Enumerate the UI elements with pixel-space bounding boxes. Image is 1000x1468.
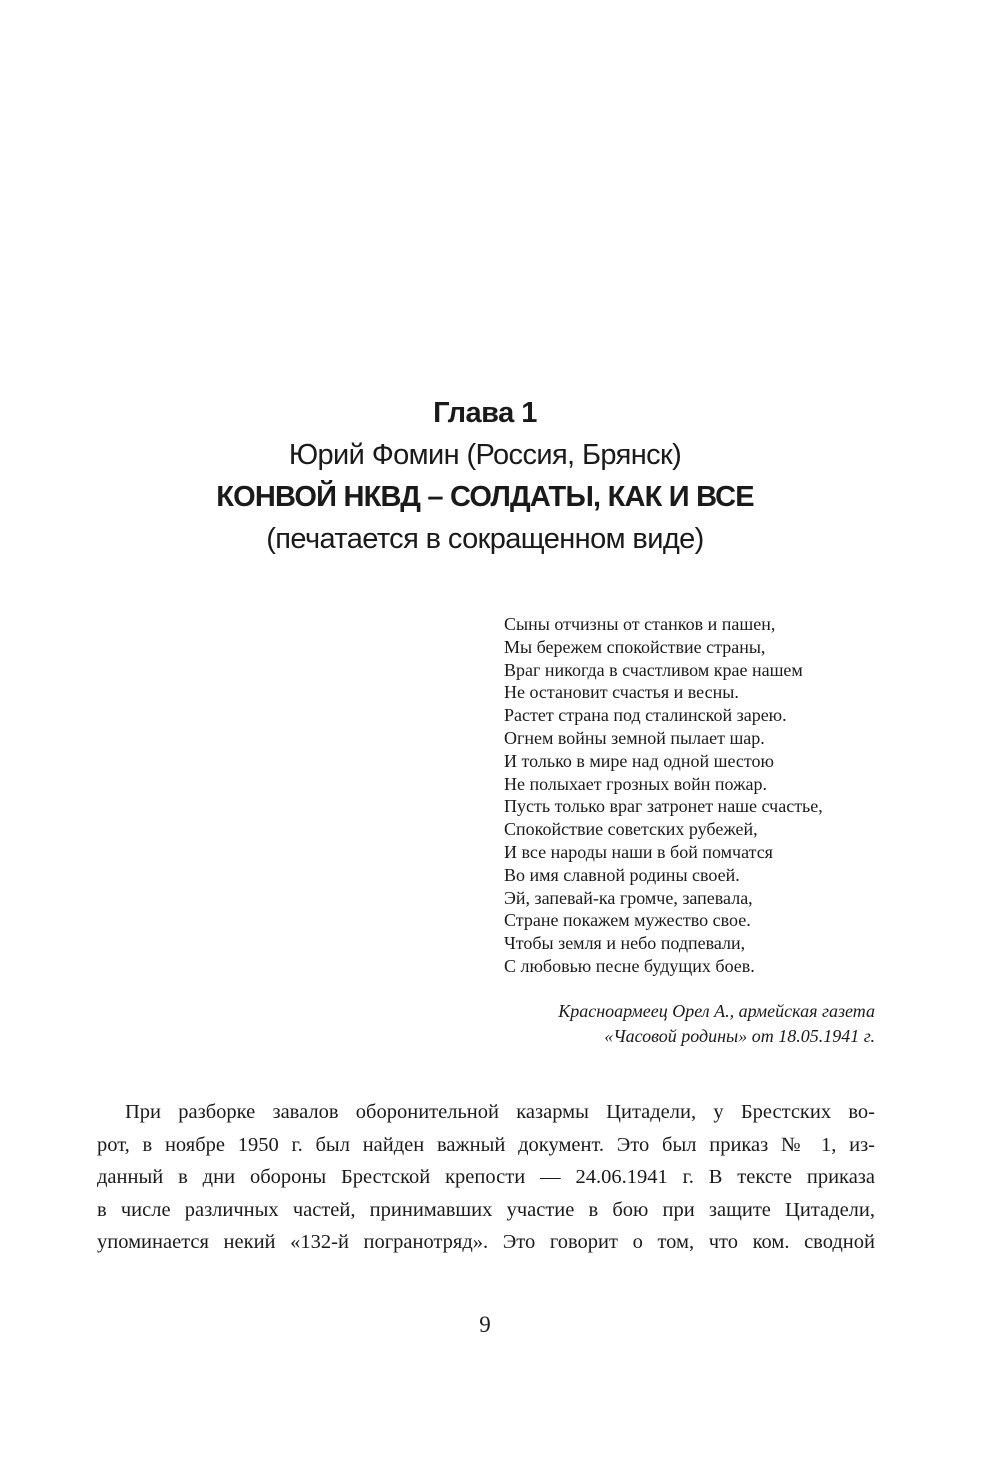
poem-line: Растет страна под сталинской зарею. — [504, 705, 787, 726]
poem-line: Во имя славной родины своей. — [504, 864, 740, 885]
author-line: Юрий Фомин (Россия, Брянск) — [288, 439, 682, 471]
poem-line: С любовью песне будущих боев. — [504, 955, 755, 976]
body-paragraph — [97, 1096, 875, 1259]
body-line: данный в дни обороны Брестской крепости — 24.06.1941 г. В тексте приказа — [97, 1166, 875, 1188]
body-line: в числе различных частей, принимавших участие в бою при защите Цитадели, — [97, 1198, 875, 1221]
epigraph-attribution — [455, 999, 875, 1049]
body-line: упоминается некий «132-й погранотряд». Это говорит о том, что ком. сводной — [97, 1231, 875, 1253]
poem-line: Мы бережем спокойствие страны, — [504, 636, 766, 657]
poem-line: Пусть только враг затронет наше счастье, — [504, 796, 823, 817]
poem-line: Чтобы земля и небо подпевали, — [504, 933, 746, 954]
body-line: рот, в ноябре 1950 г. был найден важный документ. Это был приказ № 1, из- — [97, 1133, 875, 1156]
chapter-heading — [0, 392, 970, 560]
poem-line: Огнем войны земной пылает шар. — [504, 727, 765, 748]
poem-line: Стране покажем мужество свое. — [504, 910, 751, 931]
poem-line: И только в мире над одной шестою — [504, 750, 774, 771]
chapter-title: КОНВОЙ НКВД – СОЛДАТЫ, КАК И ВСЕ — [216, 481, 754, 513]
poem-line: Сыны отчизны от станков и пашен, — [504, 614, 776, 634]
poem-line: Эй, запевай-ка громче, запевала, — [504, 887, 753, 908]
epigraph-poem — [504, 613, 904, 978]
poem-line: Враг никогда в счастливом крае нашем — [504, 659, 803, 680]
chapter-label: Глава 1 — [433, 397, 537, 429]
chapter-note: (печатается в сокращенном виде) — [266, 523, 704, 555]
body-line: При разборке завалов оборонительной казармы Цитадели, у Брестских во- — [125, 1101, 875, 1123]
poem-line: Не полыхает грозных войн пожар. — [504, 773, 768, 794]
poem-line: Спокойствие советских рубежей, — [504, 819, 758, 840]
attribution-line: Красноармеец Орел А., армейская газета — [558, 1001, 875, 1021]
page-number: 9 — [479, 1312, 491, 1337]
poem-line: Не остановит счастья и весны. — [504, 682, 739, 703]
poem-line: И все народы наши в бой помчатся — [504, 841, 773, 862]
attribution-line: «Часовой родины» от 18.05.1941 г. — [604, 1026, 875, 1046]
